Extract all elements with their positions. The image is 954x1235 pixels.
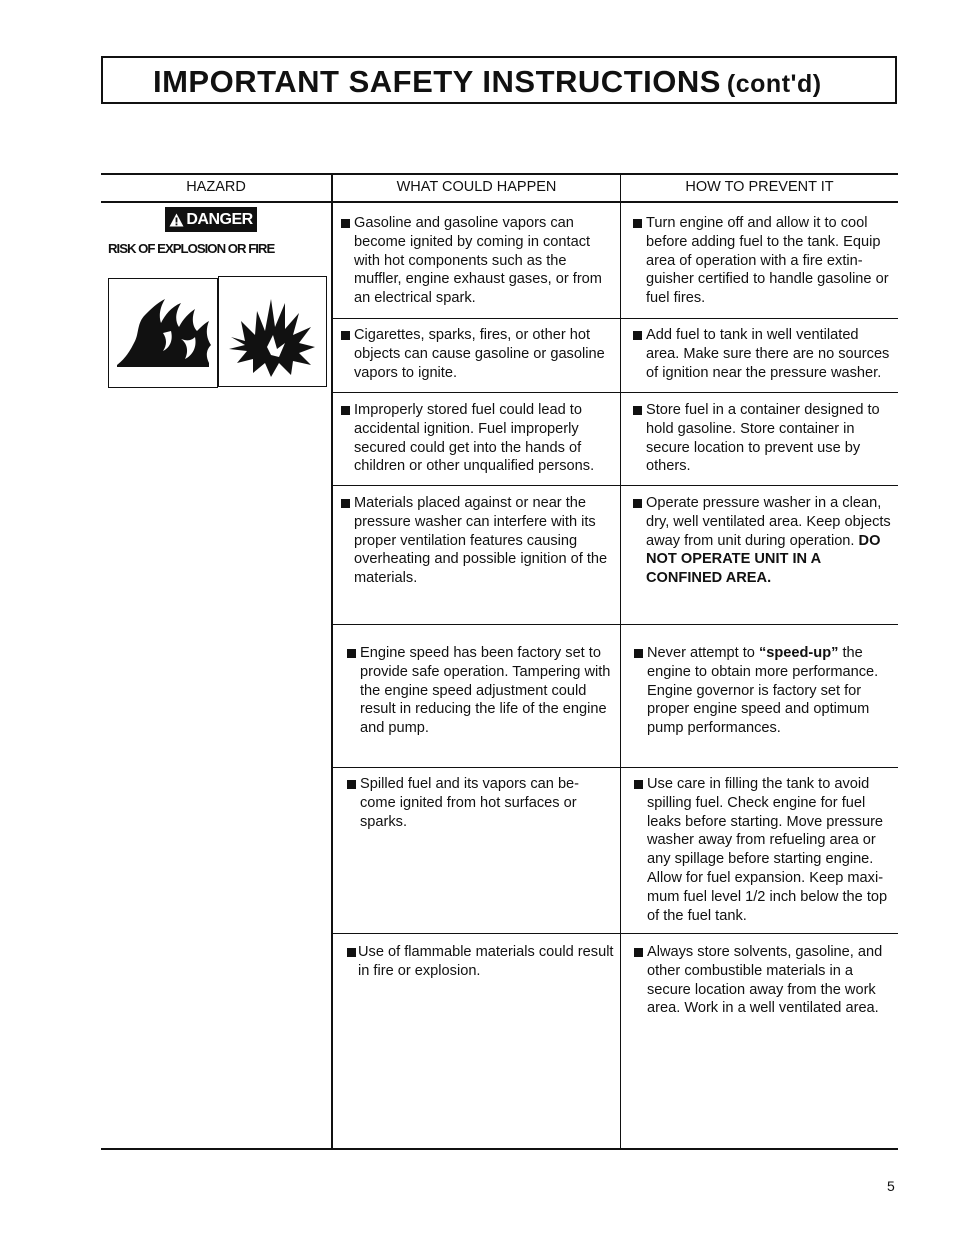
bullet-square-icon [633,331,642,340]
row-4-how-text: Operate pressure washer in a clean, dry, well ventilated area. Keep objects away from unit during operation. [646,495,891,549]
row-divider [332,624,898,625]
fire-pictogram-icon [108,278,218,388]
danger-label: DANGER [186,210,253,228]
table-row-4-how [633,494,893,588]
table-row-3-what: Improperly stored fuel could lead to accidental ignition. Fuel improperly secured could get into the hands of children or other unqualified persons. [341,401,613,476]
row-4-how-warning: DO NOT OPERATE UNIT IN A CONFINED AREA. [646,532,881,587]
explosion-pictogram-icon [218,276,327,387]
page-title-box [101,56,897,104]
bullet-square-icon [341,499,350,508]
col-divider-2 [620,174,621,1149]
col-divider-1 [331,174,333,1149]
bullet-square-icon [633,406,642,415]
row-5-how-pre: Never attempt to [647,645,755,661]
table-row-6-what: Spilled fuel and its vapors can be-come ignited from hot surfaces or sparks. [347,775,614,831]
page-title [153,64,822,100]
title-sub: (cont'd) [726,70,822,98]
bullet-square-icon [633,219,642,228]
table-row-7-how: Always store solvents, gasoline, and other combustible materials in a secure location away from the work area. Work in a well ventilated area. [634,943,893,1018]
column-header-what: WHAT COULD HAPPEN [396,179,557,195]
table-row-7-what: Use of flammable materials could result in fire or explosion. [347,943,614,981]
table-row-4-what: Materials placed against or near the pressure washer can interfere with its proper ventilation features causing overheating and possible ignition of the materials. [341,494,613,588]
bullet-square-icon [634,649,643,658]
table-row-1-how: Turn engine off and allow it to cool before adding fuel to the tank. Equip area of operation with a fire extin-guisher certified to handle gasoline or fuel fires. [633,214,893,308]
title-main: IMPORTANT SAFETY INSTRUCTIONS [153,64,721,99]
table-row-3-how: Store fuel in a container designed to hold gasoline. Store container in secure location to prevent use by others. [633,401,893,476]
row-5-how-bold: “speed-up” [758,645,839,661]
row-divider [332,767,898,768]
bullet-square-icon [633,499,642,508]
table-top-rule [101,173,898,175]
table-row-5-how [634,644,893,738]
bullet-square-icon [347,948,356,957]
bullet-square-icon [634,948,643,957]
row-divider [332,933,898,934]
column-header-how: HOW TO PREVENT IT [685,179,834,195]
danger-badge [165,207,257,232]
row-divider [332,485,898,486]
row-divider [332,392,898,393]
table-bottom-rule [101,1148,898,1150]
table-row-5-what: Engine speed has been factory set to provide safe operation. Tampering with the engine speed adjustment could result in reducing the life of the engine and pump. [347,644,614,738]
warning-triangle-icon [169,213,184,227]
header-bottom-rule [101,201,898,203]
row-5-how-post: the engine to obtain more performance. Engine governor is factory set for proper engine speed and optimum pump performances. [647,645,879,737]
table-row-1-what: Gasoline and gasoline vapors can become ignited by coming in contact with hot components such as the muffler, engine exhaust gases, or from an electrical spark. [341,214,613,308]
bullet-square-icon [341,406,350,415]
page-number: 5 [887,1178,895,1194]
bullet-square-icon [341,331,350,340]
table-row-2-what: Cigarettes, sparks, fires, or other hot objects can cause gasoline or gasoline vapors to ignite. [341,326,613,382]
column-header-hazard: HAZARD [186,179,246,195]
bullet-square-icon [347,780,356,789]
table-row-6-how: Use care in filling the tank to avoid spilling fuel. Check engine for fuel leaks before starting. Move pressure washer away from refueling area or any spillage before starting engine. Allow for fuel expansion. Keep maxi-mum fuel level 1/2 inch below the top of the fuel tank. [634,775,893,925]
hazard-risk-label: RISK OF EXPLOSION OR FIRE [108,241,275,256]
bullet-square-icon [341,219,350,228]
bullet-square-icon [347,649,356,658]
row-divider [332,318,898,319]
bullet-square-icon [634,780,643,789]
table-row-2-how: Add fuel to tank in well ventilated area. Make sure there are no sources of ignition near the pressure washer. [633,326,893,382]
